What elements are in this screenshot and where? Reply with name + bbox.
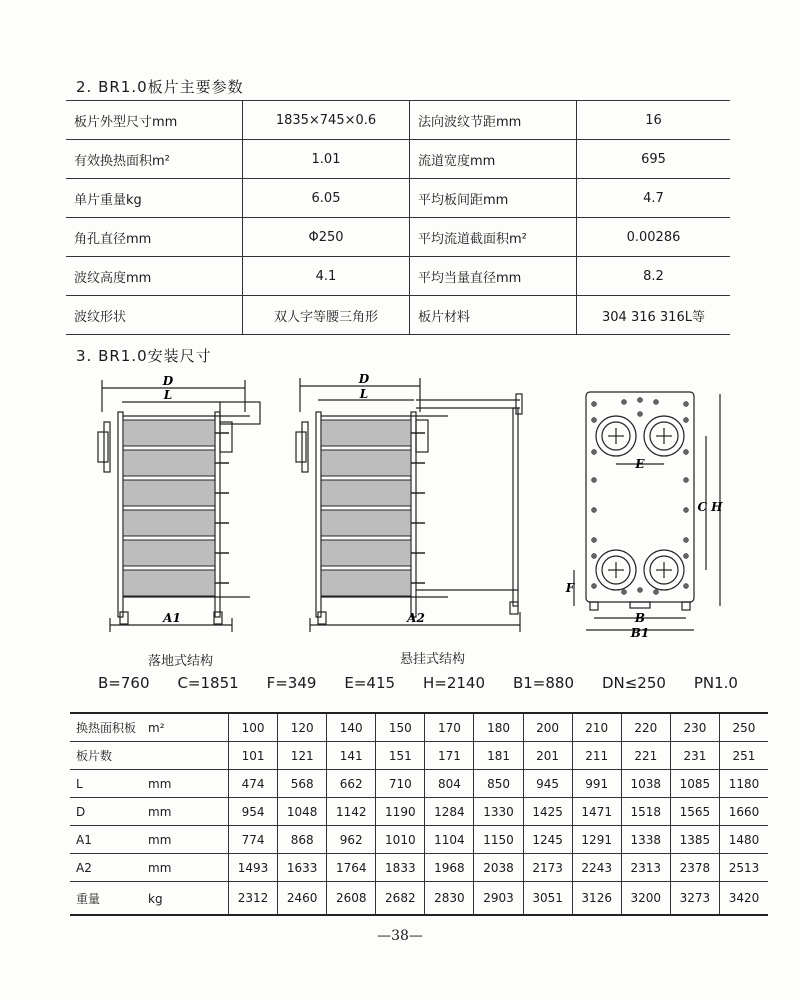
dims-cell: 1338 [621, 826, 670, 854]
dims-cell: 211 [572, 742, 621, 770]
dims-cell: 991 [572, 770, 621, 798]
dims-cell: 1245 [523, 826, 572, 854]
dims-cell: 945 [523, 770, 572, 798]
plate-pack [321, 480, 411, 506]
dims-cell: 1010 [376, 826, 425, 854]
bolt-hole [592, 508, 597, 513]
params-row [66, 140, 730, 179]
dims-cell: 170 [425, 713, 474, 742]
dims-row-label [70, 742, 229, 770]
label-l: L [163, 388, 173, 402]
param-name: 波纹高度mm [66, 257, 243, 296]
dims-cell: 101 [229, 742, 278, 770]
dims-cell: 1425 [523, 798, 572, 826]
dims-cell: 3420 [719, 882, 768, 916]
dims-cell: 2038 [474, 854, 523, 882]
dims-row [70, 713, 768, 742]
dims-cell: 220 [621, 713, 670, 742]
param-name: 法向波纹节距mm [410, 101, 577, 140]
dims-cell: 868 [278, 826, 327, 854]
bolt-hole [684, 554, 689, 559]
floor-structure-diagram [90, 372, 270, 637]
dims-cell: 2608 [327, 882, 376, 916]
dimensions-table [70, 712, 768, 916]
bolt-hole [638, 412, 643, 417]
dims-row [70, 854, 768, 882]
bolt-hole [592, 450, 597, 455]
dims-cell: 1565 [670, 798, 719, 826]
row-label: A2 [76, 860, 92, 875]
param-value: 6.05 [243, 179, 410, 218]
dims-cell: 1764 [327, 854, 376, 882]
spec-item: C=1851 [177, 674, 239, 692]
dims-cell: 2460 [278, 882, 327, 916]
dims-cell: 181 [474, 742, 523, 770]
dims-cell: 151 [376, 742, 425, 770]
dims-cell: 2830 [425, 882, 474, 916]
label-a2: A2 [407, 611, 425, 625]
spec-item: DN≤250 [601, 674, 666, 692]
dims-cell: 1142 [327, 798, 376, 826]
dims-row-label [70, 798, 229, 826]
bolt-hole [684, 478, 689, 483]
dims-cell: 121 [278, 742, 327, 770]
row-unit: mm [148, 776, 172, 791]
dims-cell: 1038 [621, 770, 670, 798]
dims-cell: 1968 [425, 854, 474, 882]
dims-cell: 2513 [719, 854, 768, 882]
dims-cell: 141 [327, 742, 376, 770]
label-f: F [565, 581, 575, 595]
label-l: L [359, 387, 369, 401]
bolt-hole [592, 418, 597, 423]
plate-pack [321, 540, 411, 566]
param-name: 有效换热面积m² [66, 140, 243, 179]
dims-cell: 150 [376, 713, 425, 742]
dims-cell: 1833 [376, 854, 425, 882]
param-value: 0.00286 [577, 218, 731, 257]
bolt-hole [592, 538, 597, 543]
spec-item: E=415 [344, 674, 396, 692]
plate-pack [123, 510, 215, 536]
param-value: 8.2 [577, 257, 731, 296]
row-label: D [76, 804, 86, 819]
param-name: 板片材料 [410, 296, 577, 335]
bolt-hole [592, 584, 597, 589]
dims-row-label [70, 854, 229, 882]
front-view-diagram [560, 380, 740, 640]
label-a1: A1 [163, 611, 181, 625]
label-b1: B1 [630, 626, 650, 640]
dims-cell: 2903 [474, 882, 523, 916]
row-unit: mm [148, 860, 172, 875]
bolt-hole [622, 400, 627, 405]
dims-cell: 201 [523, 742, 572, 770]
params-row [66, 257, 730, 296]
label-b: B [634, 611, 646, 625]
spec-item: B=760 [98, 674, 150, 692]
floor-caption: 落地式结构 [148, 654, 214, 669]
dims-cell: 2312 [229, 882, 278, 916]
dims-cell: 231 [670, 742, 719, 770]
dims-cell: 474 [229, 770, 278, 798]
row-unit: mm [148, 832, 172, 847]
dims-cell: 2313 [621, 854, 670, 882]
dims-cell: 662 [327, 770, 376, 798]
plate-pack [321, 420, 411, 446]
dims-cell: 3200 [621, 882, 670, 916]
dims-cell: 2378 [670, 854, 719, 882]
dims-cell: 1480 [719, 826, 768, 854]
row-label: 板片数 [76, 749, 113, 763]
plate-pack [123, 480, 215, 506]
param-name: 波纹形状 [66, 296, 243, 335]
param-name: 平均流道截面积m² [410, 218, 577, 257]
bolt-hole [592, 402, 597, 407]
hang-caption: 悬挂式结构 [400, 652, 466, 667]
dims-cell: 3126 [572, 882, 621, 916]
params-row [66, 218, 730, 257]
dims-cell: 962 [327, 826, 376, 854]
dims-cell: 3273 [670, 882, 719, 916]
dims-cell: 1085 [670, 770, 719, 798]
param-value: 4.1 [243, 257, 410, 296]
bolt-hole [684, 450, 689, 455]
dims-cell: 1180 [719, 770, 768, 798]
param-value: 16 [577, 101, 731, 140]
label-e: E [635, 457, 645, 471]
param-name: 流道宽度mm [410, 140, 577, 179]
spec-item: PN1.0 [693, 674, 738, 692]
dims-cell: 210 [572, 713, 621, 742]
dims-cell: 120 [278, 713, 327, 742]
param-value: 1.01 [243, 140, 410, 179]
row-label: A1 [76, 832, 92, 847]
row-unit: kg [148, 891, 163, 906]
dims-row-label [70, 882, 229, 916]
dims-cell: 221 [621, 742, 670, 770]
spec-item: H=2140 [422, 674, 486, 692]
bolt-hole [684, 418, 689, 423]
plate-pack [123, 450, 215, 476]
spec-line [98, 674, 738, 692]
dims-cell: 1284 [425, 798, 474, 826]
dims-cell: 100 [229, 713, 278, 742]
dims-cell: 1190 [376, 798, 425, 826]
label-d: D [162, 374, 174, 388]
dims-cell: 3051 [523, 882, 572, 916]
params-row [66, 179, 730, 218]
bolt-hole [654, 590, 659, 595]
dims-cell: 1660 [719, 798, 768, 826]
dims-cell: 774 [229, 826, 278, 854]
section-heading-install: 3. BR1.0安装尺寸 [76, 347, 212, 365]
dims-cell: 804 [425, 770, 474, 798]
dims-cell: 1385 [670, 826, 719, 854]
param-value: Φ250 [243, 218, 410, 257]
dims-row-label [70, 826, 229, 854]
dims-cell: 568 [278, 770, 327, 798]
params-table [66, 100, 730, 335]
bolt-hole [638, 588, 643, 593]
param-value: 1835×745×0.6 [243, 101, 410, 140]
dims-cell: 1150 [474, 826, 523, 854]
plate-pack [123, 540, 215, 566]
spec-item: B1=880 [512, 674, 574, 692]
param-name: 平均板间距mm [410, 179, 577, 218]
plate-pack [321, 510, 411, 536]
label-d: D [358, 372, 370, 386]
section-heading-params: 2. BR1.0板片主要参数 [76, 78, 244, 96]
dims-cell: 1104 [425, 826, 474, 854]
dims-cell: 1633 [278, 854, 327, 882]
dims-cell: 200 [523, 713, 572, 742]
row-label: L [76, 776, 83, 791]
dims-cell: 230 [670, 713, 719, 742]
bolt-hole [684, 584, 689, 589]
dims-cell: 2173 [523, 854, 572, 882]
dims-row [70, 826, 768, 854]
param-name: 板片外型尺寸mm [66, 101, 243, 140]
dims-cell: 954 [229, 798, 278, 826]
bolt-hole [684, 508, 689, 513]
bolt-hole [592, 554, 597, 559]
row-label: 重量 [76, 891, 101, 906]
plate-pack [123, 420, 215, 446]
dims-cell: 850 [474, 770, 523, 798]
dims-row [70, 798, 768, 826]
dims-row [70, 770, 768, 798]
plate-pack [321, 450, 411, 476]
dims-cell: 2243 [572, 854, 621, 882]
bolt-hole [592, 478, 597, 483]
param-value: 695 [577, 140, 731, 179]
row-unit: mm [148, 804, 172, 819]
bolt-hole [622, 590, 627, 595]
row-unit: m² [148, 721, 165, 735]
params-row [66, 101, 730, 140]
dims-cell: 250 [719, 713, 768, 742]
dims-cell: 1471 [572, 798, 621, 826]
label-ch: C H [697, 500, 723, 514]
spec-item: F=349 [266, 674, 317, 692]
dims-cell: 1291 [572, 826, 621, 854]
dims-cell: 710 [376, 770, 425, 798]
dims-cell: 1048 [278, 798, 327, 826]
param-value: 304 316 316L等 [577, 296, 731, 335]
dims-cell: 180 [474, 713, 523, 742]
bolt-hole [654, 400, 659, 405]
dims-cell: 1493 [229, 854, 278, 882]
row-label: 换热面积板 [76, 721, 137, 735]
dims-cell: 1330 [474, 798, 523, 826]
param-name: 角孔直径mm [66, 218, 243, 257]
hang-structure-diagram [288, 372, 538, 637]
bolt-hole [638, 398, 643, 403]
dims-row [70, 882, 768, 916]
dims-cell: 1518 [621, 798, 670, 826]
param-name: 单片重量kg [66, 179, 243, 218]
param-name: 平均当量直径mm [410, 257, 577, 296]
dims-row-label [70, 770, 229, 798]
params-row [66, 296, 730, 335]
param-value: 4.7 [577, 179, 731, 218]
bolt-hole [684, 538, 689, 543]
page-number: —38— [377, 928, 423, 944]
plate-pack [123, 570, 215, 596]
dims-cell: 251 [719, 742, 768, 770]
plate-pack [321, 570, 411, 596]
bolt-hole [684, 402, 689, 407]
dims-cell: 2682 [376, 882, 425, 916]
dims-row-label [70, 713, 229, 742]
dims-row [70, 742, 768, 770]
param-value: 双人字等腰三角形 [243, 296, 410, 335]
dims-cell: 171 [425, 742, 474, 770]
dims-cell: 140 [327, 713, 376, 742]
